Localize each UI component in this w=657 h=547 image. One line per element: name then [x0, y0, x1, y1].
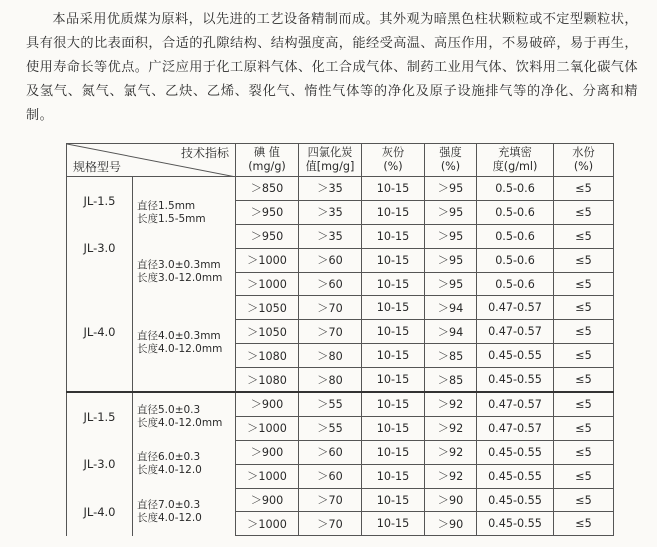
- ctc-cell: ＞35: [299, 177, 362, 201]
- water-cell: ≤5: [554, 272, 614, 296]
- ash-cell: 10-15: [362, 344, 425, 368]
- strength-cell: ＞85: [425, 344, 477, 368]
- ctc-cell: ＞70: [299, 512, 362, 536]
- density-cell: 0.5-0.6: [477, 272, 554, 296]
- ash-cell: 10-15: [362, 296, 425, 320]
- header-density: 充填密 度(g/ml): [477, 144, 554, 177]
- size-spec-cell: 直径6.0±0.3 长度4.0-12.0: [133, 440, 236, 488]
- model-cell: JL-1.5: [67, 177, 133, 225]
- model-cell: JL-4.0: [67, 272, 133, 392]
- strength-cell: ＞95: [425, 200, 477, 224]
- ash-cell: 10-15: [362, 488, 425, 512]
- water-cell: ≤5: [554, 512, 614, 536]
- strength-cell: ＞95: [425, 224, 477, 248]
- spec-table: [66, 143, 614, 536]
- table-header-row: [67, 144, 614, 177]
- iodine-cell: ＞1080: [236, 368, 299, 392]
- ash-cell: 10-15: [362, 440, 425, 464]
- ash-cell: 10-15: [362, 368, 425, 392]
- iodine-cell: ＞1000: [236, 464, 299, 488]
- model-cell: JL-3.0: [67, 440, 133, 488]
- water-cell: ≤5: [554, 224, 614, 248]
- table-row: [67, 177, 614, 201]
- density-cell: 0.47-0.57: [477, 416, 554, 440]
- ash-cell: 10-15: [362, 224, 425, 248]
- density-cell: 0.45-0.55: [477, 488, 554, 512]
- size-spec-cell: 直径7.0±0.3 长度4.0-12.0: [133, 488, 236, 536]
- table-row: [67, 392, 614, 416]
- strength-cell: ＞92: [425, 464, 477, 488]
- water-cell: ≤5: [554, 177, 614, 201]
- water-cell: ≤5: [554, 392, 614, 416]
- ctc-cell: ＞70: [299, 320, 362, 344]
- iodine-cell: ＞950: [236, 200, 299, 224]
- ash-cell: 10-15: [362, 200, 425, 224]
- water-cell: ≤5: [554, 464, 614, 488]
- water-cell: ≤5: [554, 200, 614, 224]
- iodine-cell: ＞1050: [236, 320, 299, 344]
- ctc-cell: ＞80: [299, 368, 362, 392]
- ash-cell: 10-15: [362, 272, 425, 296]
- iodine-cell: ＞950: [236, 224, 299, 248]
- iodine-cell: ＞1080: [236, 344, 299, 368]
- corner-model-label: 规格型号: [73, 160, 122, 174]
- strength-cell: ＞94: [425, 320, 477, 344]
- density-cell: 0.45-0.55: [477, 464, 554, 488]
- water-cell: ≤5: [554, 320, 614, 344]
- ash-cell: 10-15: [362, 392, 425, 416]
- density-cell: 0.47-0.57: [477, 392, 554, 416]
- strength-cell: ＞85: [425, 368, 477, 392]
- strength-cell: ＞92: [425, 416, 477, 440]
- density-cell: 0.45-0.55: [477, 440, 554, 464]
- iodine-cell: ＞850: [236, 177, 299, 201]
- water-cell: ≤5: [554, 368, 614, 392]
- ctc-cell: ＞35: [299, 224, 362, 248]
- table-row: [67, 248, 614, 272]
- strength-cell: ＞92: [425, 440, 477, 464]
- strength-cell: ＞90: [425, 488, 477, 512]
- density-cell: 0.45-0.55: [477, 344, 554, 368]
- ctc-cell: ＞70: [299, 296, 362, 320]
- ctc-cell: ＞60: [299, 272, 362, 296]
- density-cell: 0.5-0.6: [477, 224, 554, 248]
- iodine-cell: ＞1000: [236, 416, 299, 440]
- corner-header: [67, 144, 236, 177]
- water-cell: ≤5: [554, 344, 614, 368]
- strength-cell: ＞95: [425, 248, 477, 272]
- ctc-cell: ＞60: [299, 248, 362, 272]
- size-spec-cell: 直径5.0±0.3 长度4.0-12.0mm: [133, 392, 236, 440]
- strength-cell: ＞94: [425, 296, 477, 320]
- density-cell: 0.47-0.57: [477, 296, 554, 320]
- iodine-cell: ＞1000: [236, 272, 299, 296]
- ctc-cell: ＞55: [299, 392, 362, 416]
- ctc-cell: ＞35: [299, 200, 362, 224]
- header-iodine: 碘 值 (mg/g): [236, 144, 299, 177]
- iodine-cell: ＞1000: [236, 248, 299, 272]
- header-water: 水份 (%): [554, 144, 614, 177]
- table-row: [67, 296, 614, 320]
- density-cell: 0.45-0.55: [477, 368, 554, 392]
- table-row: [67, 440, 614, 464]
- model-cell: JL-1.5: [67, 392, 133, 440]
- strength-cell: ＞95: [425, 177, 477, 201]
- water-cell: ≤5: [554, 248, 614, 272]
- iodine-cell: ＞1000: [236, 512, 299, 536]
- ctc-cell: ＞60: [299, 464, 362, 488]
- ctc-cell: ＞55: [299, 416, 362, 440]
- strength-cell: ＞90: [425, 512, 477, 536]
- ash-cell: 10-15: [362, 416, 425, 440]
- ctc-cell: ＞80: [299, 344, 362, 368]
- ash-cell: 10-15: [362, 177, 425, 201]
- ash-cell: 10-15: [362, 248, 425, 272]
- water-cell: ≤5: [554, 416, 614, 440]
- density-cell: 0.5-0.6: [477, 177, 554, 201]
- model-cell: JL-4.0: [67, 488, 133, 536]
- ctc-cell: ＞60: [299, 440, 362, 464]
- water-cell: ≤5: [554, 296, 614, 320]
- size-spec-cell: 直径1.5mm 长度1.5-5mm: [133, 177, 236, 249]
- density-cell: 0.47-0.57: [477, 320, 554, 344]
- corner-tech-label: 技术指标: [180, 146, 229, 160]
- strength-cell: ＞92: [425, 392, 477, 416]
- product-description: 本品采用优质煤为原料，以先进的工艺设备精制而成。其外观为暗黑色柱状颗粒或不定型颗粒状，具有很大的比表面积，合适的孔隙结构、结构强度高，能经受高温、高压作用，不易破碎，易于再生，使用寿命长等优点。广泛应用于化工原料气体、化工合成气体、制药工业用气体、饮料用二氧化碳气体及氢气、氮气、氯气、乙炔、乙烯、裂化气、惰性气体等的净化及原子设施排气等的净化、分离和精制。: [26, 12, 638, 123]
- size-spec-cell: 直径4.0±0.3mm 长度4.0-12.0mm: [133, 296, 236, 392]
- ash-cell: 10-15: [362, 464, 425, 488]
- header-ctc: 四氯化炭 值[mg/g]: [299, 144, 362, 177]
- water-cell: ≤5: [554, 488, 614, 512]
- density-cell: 0.5-0.6: [477, 248, 554, 272]
- ash-cell: 10-15: [362, 512, 425, 536]
- density-cell: 0.45-0.55: [477, 512, 554, 536]
- header-ash: 灰份 (%): [362, 144, 425, 177]
- iodine-cell: ＞900: [236, 392, 299, 416]
- header-strength: 强度 (%): [425, 144, 477, 177]
- iodine-cell: ＞900: [236, 488, 299, 512]
- ash-cell: 10-15: [362, 320, 425, 344]
- model-cell: JL-3.0: [67, 224, 133, 272]
- density-cell: 0.5-0.6: [477, 200, 554, 224]
- ctc-cell: ＞70: [299, 488, 362, 512]
- iodine-cell: ＞900: [236, 440, 299, 464]
- iodine-cell: ＞1050: [236, 296, 299, 320]
- table-row: [67, 488, 614, 512]
- strength-cell: ＞95: [425, 272, 477, 296]
- water-cell: ≤5: [554, 440, 614, 464]
- size-spec-cell: 直径3.0±0.3mm 长度3.0-12.0mm: [133, 248, 236, 296]
